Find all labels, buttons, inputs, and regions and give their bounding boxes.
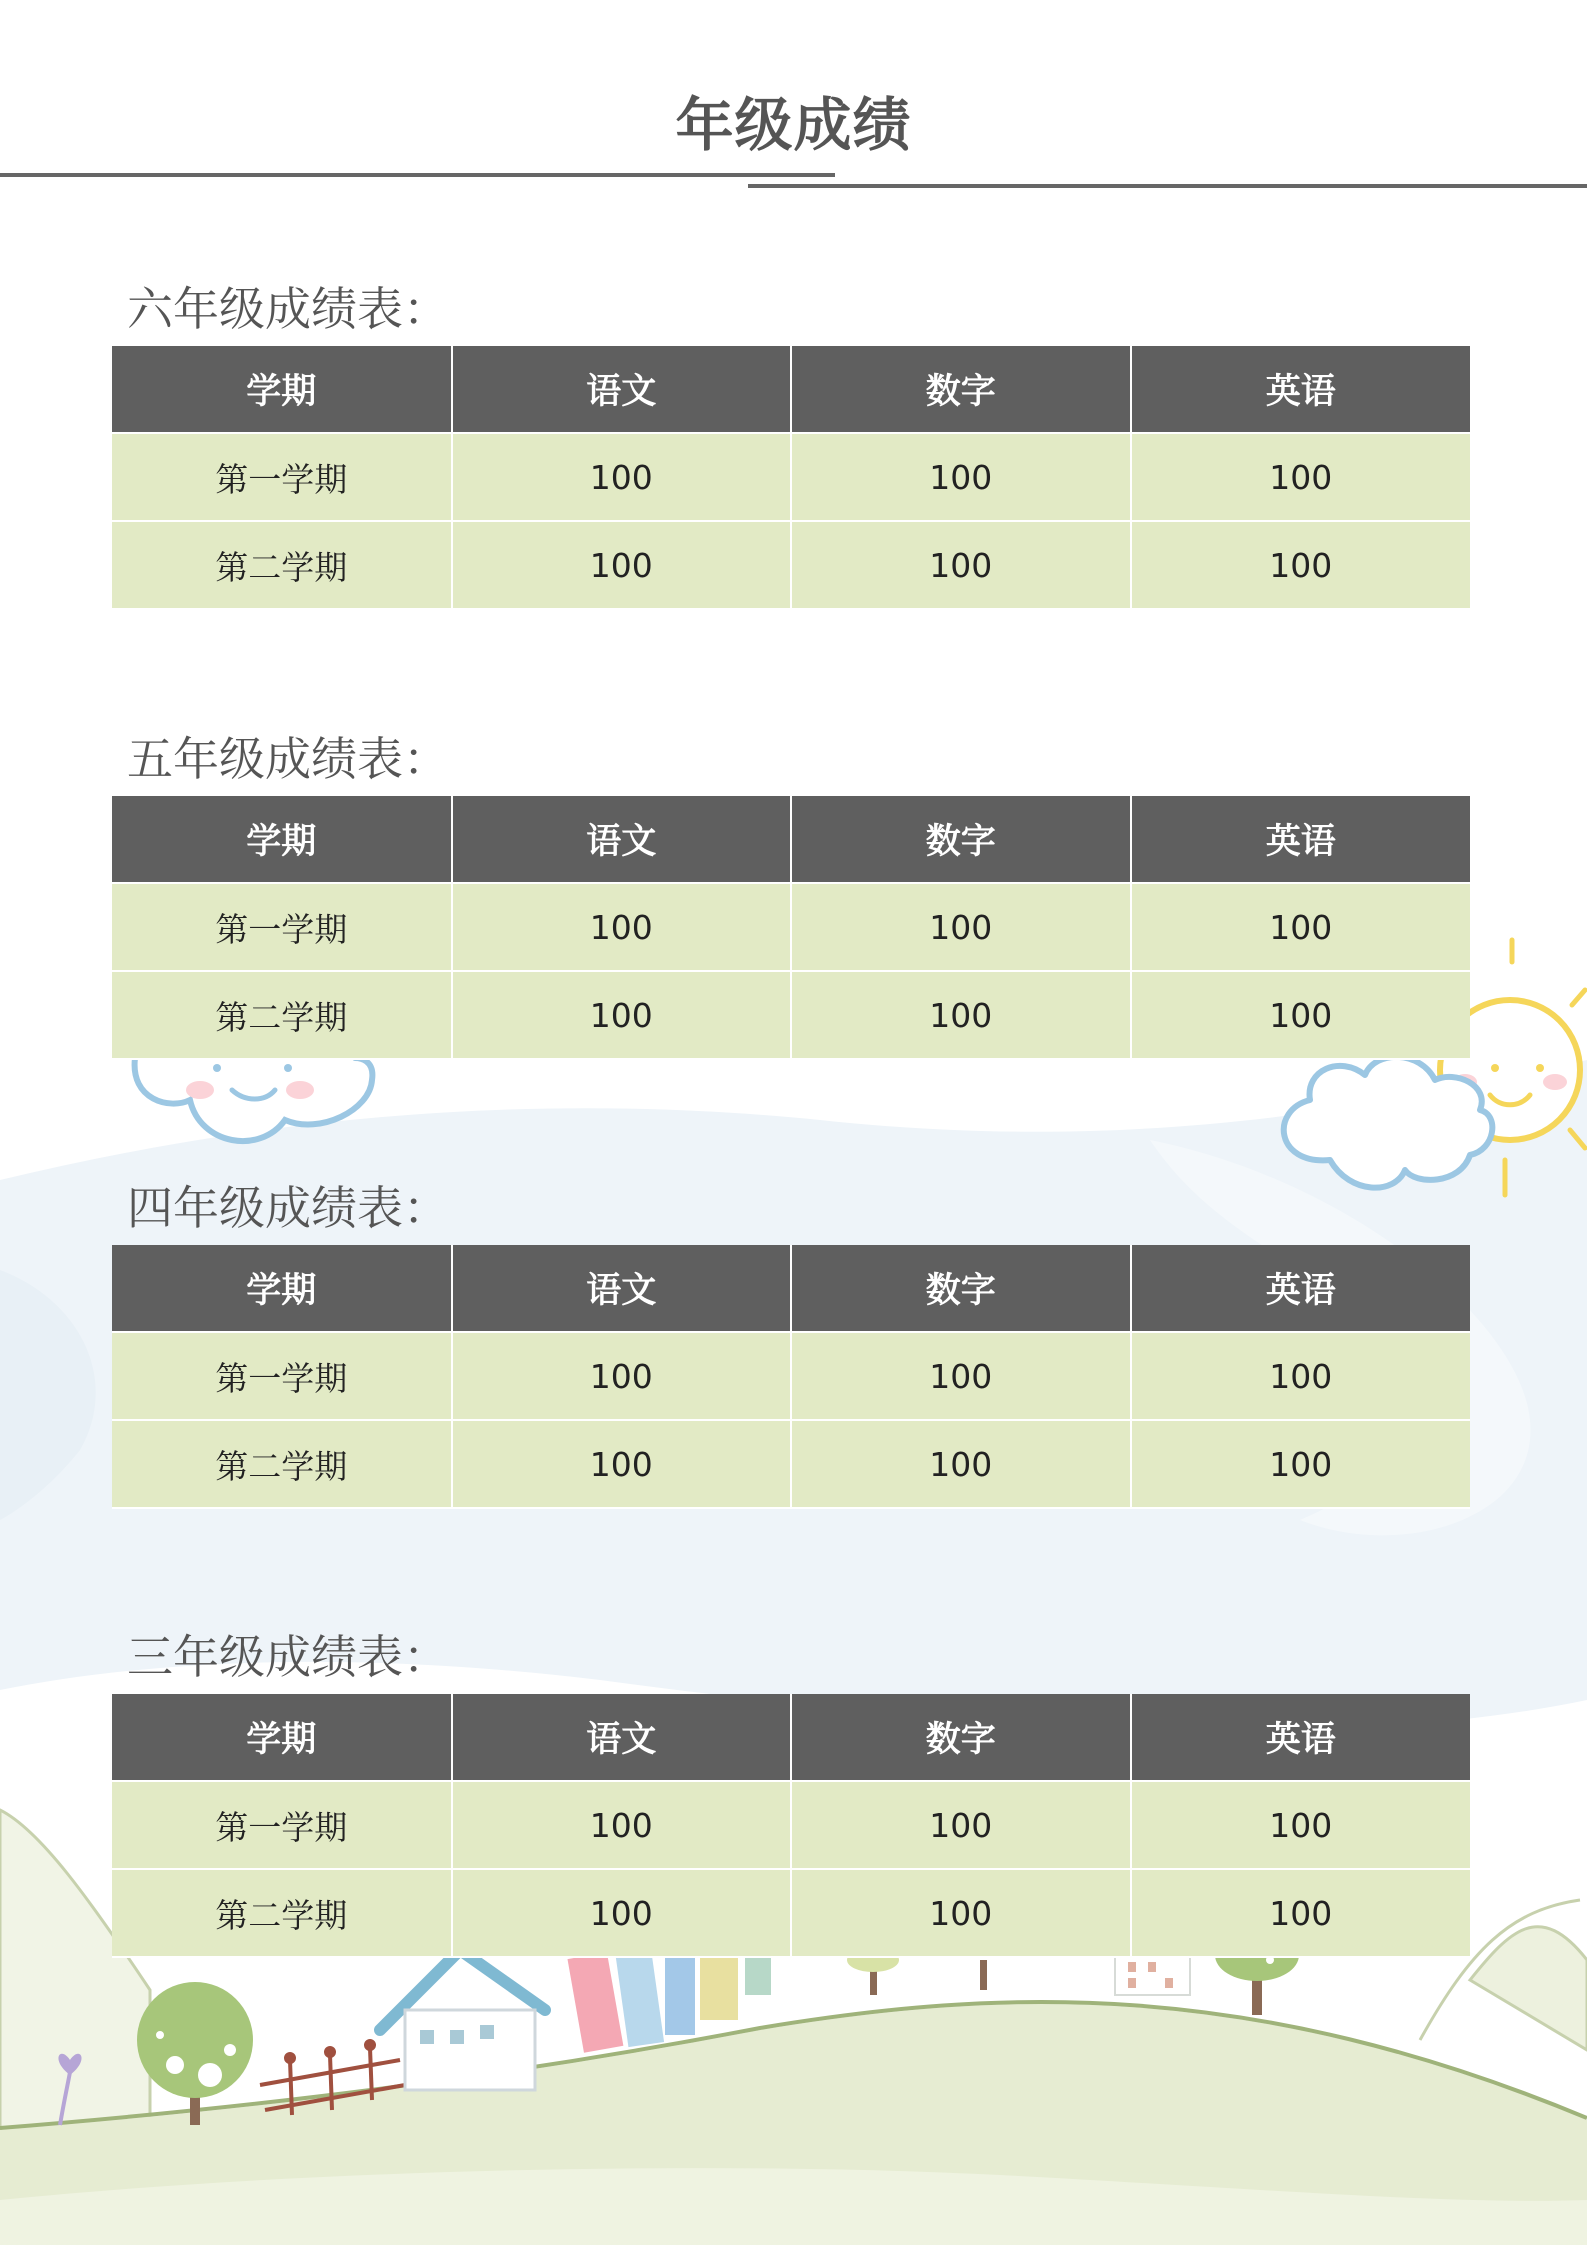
column-header: 数字 [791,346,1131,433]
grade-three-section [112,1620,1470,1958]
score-cell: 100 [1131,521,1471,609]
section-title: 五年级成绩表： [127,732,449,786]
score-cell: 100 [452,883,792,971]
score-cell: 100 [1131,883,1471,971]
column-header: 数字 [791,1245,1131,1332]
score-cell: 100 [791,1332,1131,1420]
semester-cell: 第一学期 [112,883,452,971]
score-cell: 100 [1131,1869,1471,1957]
column-header: 语文 [452,346,792,433]
semester-cell: 第二学期 [112,1420,452,1508]
section-title: 三年级成绩表： [127,1630,449,1684]
title-rule-right [748,184,1587,188]
table-row [112,433,1470,521]
score-cell: 100 [1131,1420,1471,1508]
score-table [112,346,1470,610]
score-cell: 100 [791,971,1131,1059]
table-header-row [112,1694,1470,1781]
grade-four-section [112,1171,1470,1509]
section-title: 四年级成绩表： [127,1181,449,1235]
table-row [112,1332,1470,1420]
score-cell: 100 [791,1869,1131,1957]
column-header: 学期 [112,1694,452,1781]
score-cell: 100 [1131,1781,1471,1869]
grade-six-section [112,272,1470,610]
table-header-row [112,346,1470,433]
score-cell: 100 [791,433,1131,521]
score-table [112,796,1470,1060]
score-cell: 100 [791,883,1131,971]
semester-cell: 第一学期 [112,1781,452,1869]
score-cell: 100 [452,433,792,521]
score-table [112,1245,1470,1509]
tree-icon [137,1982,253,2125]
score-cell: 100 [1131,433,1471,521]
table-row [112,883,1470,971]
column-header: 数字 [791,796,1131,883]
score-cell: 100 [791,521,1131,609]
score-cell: 100 [452,1420,792,1508]
tree-icon [980,1960,987,1990]
column-header: 学期 [112,346,452,433]
score-cell: 100 [452,1781,792,1869]
semester-cell: 第一学期 [112,1332,452,1420]
house-icon [380,1950,545,2090]
house-icon [1115,1955,1190,1995]
table-row [112,1420,1470,1508]
table-row [112,1781,1470,1869]
column-header: 数字 [791,1694,1131,1781]
score-table [112,1694,1470,1958]
table-header-row [112,1245,1470,1332]
column-header: 英语 [1131,1694,1471,1781]
title-rule-left [0,173,835,177]
page-title: 年级成绩 [675,91,912,159]
semester-cell: 第二学期 [112,1869,452,1957]
score-cell: 100 [1131,1332,1471,1420]
table-header-row [112,796,1470,883]
semester-cell: 第一学期 [112,433,452,521]
score-cell: 100 [791,1781,1131,1869]
column-header: 语文 [452,1694,792,1781]
score-cell: 100 [452,1332,792,1420]
score-cell: 100 [452,521,792,609]
semester-cell: 第二学期 [112,971,452,1059]
column-header: 英语 [1131,796,1471,883]
score-cell: 100 [452,1869,792,1957]
column-header: 学期 [112,1245,452,1332]
table-row [112,1869,1470,1957]
score-cell: 100 [1131,971,1471,1059]
table-row [112,521,1470,609]
column-header: 学期 [112,796,452,883]
column-header: 英语 [1131,1245,1471,1332]
table-row [112,971,1470,1059]
semester-cell: 第二学期 [112,521,452,609]
score-cell: 100 [452,971,792,1059]
grade-five-section [112,722,1470,1060]
column-header: 英语 [1131,346,1471,433]
score-cell: 100 [791,1420,1131,1508]
column-header: 语文 [452,796,792,883]
section-title: 六年级成绩表： [127,282,449,336]
column-header: 语文 [452,1245,792,1332]
